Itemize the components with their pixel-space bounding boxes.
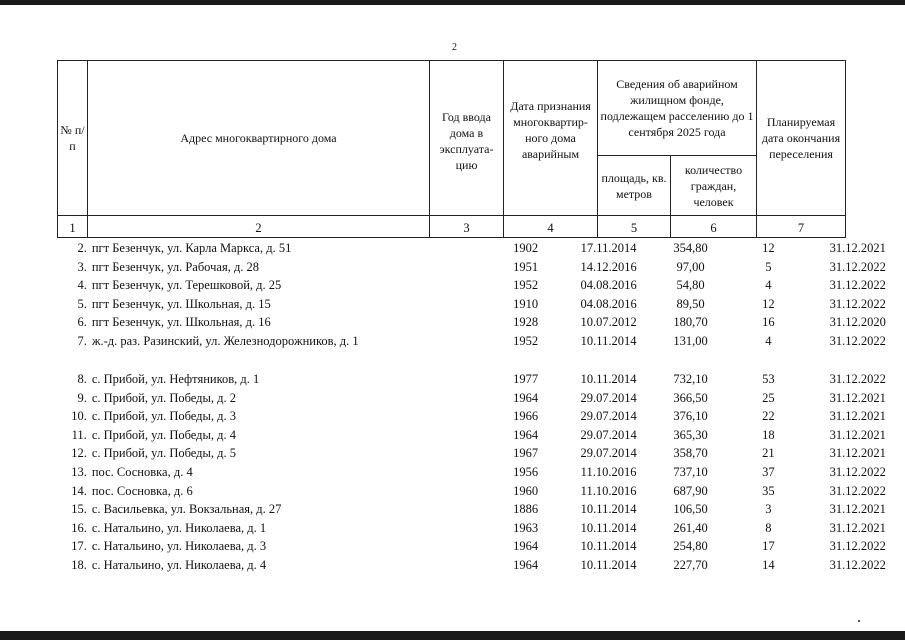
table-row xyxy=(57,539,905,558)
row-year: 1952 xyxy=(513,333,539,348)
row-end-date: 31.12.2021 xyxy=(829,241,886,255)
scan-bottom-border xyxy=(0,631,905,640)
row-number: 13. xyxy=(71,464,87,479)
table-row xyxy=(57,241,905,260)
row-area: 97,00 xyxy=(676,259,705,274)
page-number: 2 xyxy=(452,42,457,53)
header-col-number: № п/п xyxy=(58,61,88,216)
row-date: 04.08.2016 xyxy=(580,296,637,311)
row-address: пгт Безенчук, ул. Школьная, д. 16 xyxy=(91,315,271,330)
row-year: 1967 xyxy=(513,446,539,461)
col-number-6: 6 xyxy=(671,216,757,238)
row-area: 106,50 xyxy=(673,502,708,517)
table-row xyxy=(57,278,905,297)
row-area: 89,50 xyxy=(676,296,705,311)
header-col-area: площадь, кв. метров xyxy=(598,156,671,216)
row-people: 12 xyxy=(762,296,775,311)
row-year: 1928 xyxy=(513,315,539,330)
row-people: 22 xyxy=(762,409,775,424)
table-row xyxy=(57,315,905,334)
row-number: 7. xyxy=(77,333,87,348)
table-row xyxy=(57,465,905,484)
row-end-date: 31.12.2021 xyxy=(829,427,886,442)
row-address: с. Прибой, ул. Победы, д. 3 xyxy=(91,409,237,424)
table-row xyxy=(57,409,905,428)
col-number-3: 3 xyxy=(430,216,504,238)
row-date: 29.07.2014 xyxy=(580,390,637,405)
row-year: 1910 xyxy=(513,296,539,311)
row-area: 180,70 xyxy=(673,315,708,330)
row-date: 10.11.2014 xyxy=(580,502,637,517)
col-number-4: 4 xyxy=(504,216,598,238)
row-area: 732,10 xyxy=(673,371,708,386)
row-date: 17.11.2014 xyxy=(580,241,637,255)
row-year: 1964 xyxy=(513,539,539,554)
row-people: 4 xyxy=(765,333,772,348)
row-year: 1960 xyxy=(513,483,539,498)
row-date: 10.11.2014 xyxy=(580,371,637,386)
col-number-5: 5 xyxy=(598,216,671,238)
row-date: 11.10.2016 xyxy=(580,464,637,479)
row-end-date: 31.12.2021 xyxy=(829,409,886,424)
row-address: пос. Сосновка, д. 6 xyxy=(91,483,193,498)
row-area: 687,90 xyxy=(673,483,708,498)
table-row xyxy=(57,558,905,577)
row-address: пгт Безенчук, ул. Рабочая, д. 28 xyxy=(91,259,260,274)
row-area: 354,80 xyxy=(673,241,708,255)
row-address: пгт Безенчук, ул. Терешковой, д. 25 xyxy=(91,278,282,293)
row-end-date: 31.12.2022 xyxy=(829,539,886,554)
row-year: 1956 xyxy=(513,464,539,479)
row-area: 366,50 xyxy=(673,390,708,405)
header-col-year: Год ввода дома в эксплуата- цию xyxy=(430,61,504,216)
row-end-date: 31.12.2021 xyxy=(829,520,886,535)
row-year: 1952 xyxy=(513,278,539,293)
row-date: 10.11.2014 xyxy=(580,539,637,554)
row-number: 12. xyxy=(71,446,87,461)
row-people: 4 xyxy=(765,278,772,293)
table-row xyxy=(57,372,905,391)
table-header xyxy=(57,60,846,238)
row-address: ж.-д. раз. Разинский, ул. Железнодорожников, д. 1 xyxy=(91,333,359,348)
row-end-date: 31.12.2022 xyxy=(829,464,886,479)
row-date: 10.11.2014 xyxy=(580,557,637,572)
row-people: 53 xyxy=(762,371,775,386)
row-address: с. Натальино, ул. Николаева, д. 4 xyxy=(91,557,267,572)
header-col-end-date: Планируемая дата окончания переселения xyxy=(757,61,846,216)
row-number: 10. xyxy=(71,409,87,424)
table-row xyxy=(57,502,905,521)
row-people: 37 xyxy=(762,464,775,479)
row-number: 4. xyxy=(77,278,87,293)
row-year: 1964 xyxy=(513,390,539,405)
row-address: пос. Сосновка, д. 4 xyxy=(91,464,193,479)
row-people: 16 xyxy=(762,315,775,330)
row-area: 254,80 xyxy=(673,539,708,554)
row-year: 1966 xyxy=(513,409,539,424)
table-row xyxy=(57,428,905,447)
row-address: пгт Безенчук, ул. Карла Маркса, д. 51 xyxy=(91,241,292,255)
row-number: 9. xyxy=(77,390,87,405)
table-row xyxy=(57,297,905,316)
table-row xyxy=(57,334,905,372)
row-date: 10.11.2014 xyxy=(580,333,637,348)
row-year: 1964 xyxy=(513,557,539,572)
row-address: с. Прибой, ул. Нефтяников, д. 1 xyxy=(91,371,260,386)
header-col-date: Дата признания многоквартир- ного дома аварийным xyxy=(504,61,598,216)
row-number: 5. xyxy=(77,296,87,311)
row-number: 6. xyxy=(77,315,87,330)
table-row xyxy=(57,260,905,279)
row-address: с. Натальино, ул. Николаева, д. 3 xyxy=(91,539,267,554)
row-people: 18 xyxy=(762,427,775,442)
row-area: 54,80 xyxy=(676,278,705,293)
header-group-fund: Сведения об аварийном жилищном фонде, подлежащем расселению до 1 сентября 2025 года xyxy=(598,61,757,156)
row-people: 17 xyxy=(762,539,775,554)
row-address: с. Прибой, ул. Победы, д. 2 xyxy=(91,390,237,405)
row-end-date: 31.12.2022 xyxy=(829,371,886,386)
row-number: 14. xyxy=(71,483,87,498)
row-date: 14.12.2016 xyxy=(580,259,637,274)
row-year: 1977 xyxy=(513,371,539,386)
row-address: пгт Безенчук, ул. Школьная, д. 15 xyxy=(91,296,271,311)
row-area: 131,00 xyxy=(673,333,708,348)
row-area: 376,10 xyxy=(673,409,708,424)
row-date: 29.07.2014 xyxy=(580,409,637,424)
row-date: 04.08.2016 xyxy=(580,278,637,293)
row-people: 14 xyxy=(762,557,775,572)
row-date: 11.10.2016 xyxy=(580,483,637,498)
header-col-address: Адрес многоквартирного дома xyxy=(88,61,430,216)
row-year: 1963 xyxy=(513,520,539,535)
row-year: 1902 xyxy=(513,241,539,255)
row-end-date: 31.12.2022 xyxy=(829,557,886,572)
row-people: 21 xyxy=(762,446,775,461)
row-year: 1951 xyxy=(513,259,539,274)
row-date: 10.07.2012 xyxy=(580,315,637,330)
row-number: 16. xyxy=(71,520,87,535)
row-end-date: 31.12.2022 xyxy=(829,296,886,311)
row-year: 1886 xyxy=(513,502,539,517)
row-people: 12 xyxy=(762,241,775,255)
row-number: 18. xyxy=(71,557,87,572)
row-address: с. Натальино, ул. Николаева, д. 1 xyxy=(91,520,267,535)
table-row xyxy=(57,391,905,410)
col-number-2: 2 xyxy=(88,216,430,238)
row-area: 227,70 xyxy=(673,557,708,572)
table-row xyxy=(57,521,905,540)
row-area: 737,10 xyxy=(673,464,708,479)
row-number: 3. xyxy=(77,259,87,274)
row-number: 17. xyxy=(71,539,87,554)
row-year: 1964 xyxy=(513,427,539,442)
scan-top-border xyxy=(0,0,905,5)
scan-speck xyxy=(858,620,860,622)
table-body xyxy=(57,241,905,577)
row-date: 10.11.2014 xyxy=(580,520,637,535)
row-number: 11. xyxy=(71,427,87,442)
row-people: 5 xyxy=(765,259,772,274)
row-end-date: 31.12.2021 xyxy=(829,390,886,405)
row-people: 8 xyxy=(765,520,772,535)
table-row xyxy=(57,484,905,503)
col-number-7: 7 xyxy=(757,216,846,238)
table-row xyxy=(57,446,905,465)
col-number-1: 1 xyxy=(58,216,88,238)
row-area: 261,40 xyxy=(673,520,708,535)
row-end-date: 31.12.2020 xyxy=(829,315,886,330)
header-col-people: количество граждан, человек xyxy=(671,156,757,216)
row-end-date: 31.12.2021 xyxy=(829,502,886,517)
row-number: 15. xyxy=(71,502,87,517)
row-address: с. Васильевка, ул. Вокзальная, д. 27 xyxy=(91,502,282,517)
row-people: 3 xyxy=(765,502,772,517)
row-address: с. Прибой, ул. Победы, д. 5 xyxy=(91,446,237,461)
row-end-date: 31.12.2022 xyxy=(829,278,886,293)
row-people: 35 xyxy=(762,483,775,498)
row-area: 365,30 xyxy=(673,427,708,442)
row-date: 29.07.2014 xyxy=(580,427,637,442)
row-address: с. Прибой, ул. Победы, д. 4 xyxy=(91,427,237,442)
row-end-date: 31.12.2022 xyxy=(829,259,886,274)
row-end-date: 31.12.2022 xyxy=(829,483,886,498)
row-end-date: 31.12.2021 xyxy=(829,446,886,461)
row-number: 8. xyxy=(77,371,87,386)
row-area: 358,70 xyxy=(673,446,708,461)
row-number: 2. xyxy=(77,241,87,255)
row-date: 29.07.2014 xyxy=(580,446,637,461)
row-end-date: 31.12.2022 xyxy=(829,333,886,348)
row-people: 25 xyxy=(762,390,775,405)
